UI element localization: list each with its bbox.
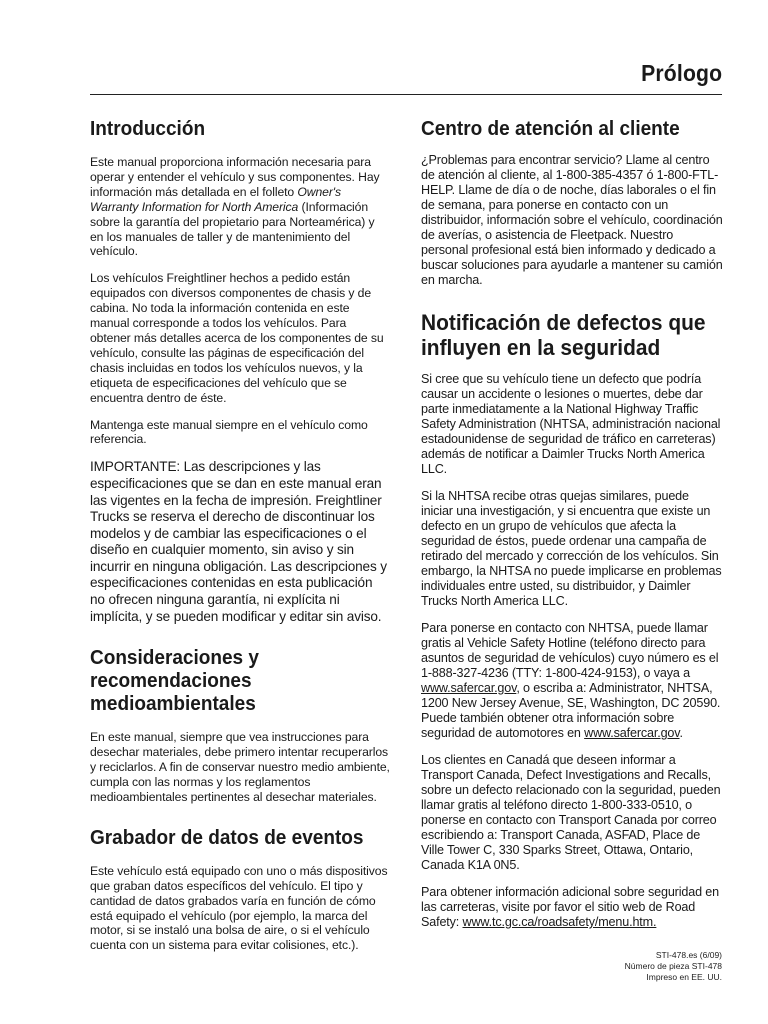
intro-p1-text-b: (Información sobre la garantía del propietario para Norteamérica) y en los manuales de taller y de mantenimiento del vehículo. — [90, 199, 375, 259]
defects-p3-text-a: Para ponerse en contacto con NHTSA, puede llamar gratis al Vehicle Safety Hotline (teléfono directo para asuntos de seguridad de vehículos) cuyo número es el 1-888-327-4236 (TTY: 1-800-424-9153), o vaya a — [421, 621, 719, 680]
footer-info — [625, 950, 722, 983]
safercar-link-1[interactable]: www.safercar.gov — [421, 681, 517, 695]
intro-paragraph-2: Los vehículos Freightliner hechos a pedido están equipados con diversos componentes de chasis y de cabina. No toda la información contenida en este manual corresponde a todos los vehículos. Para obtener más detalles acerca de los componentes de su vehículo, consulte las páginas de especificación del chasis incluidas en todos los vehículos nuevos, y la etiqueta de especificaciones del vehículo que se encuentra dentro de éste. — [90, 271, 384, 405]
defects-paragraph-4: Los clientes en Canadá que deseen informar a Transport Canada, Defect Investigations and Recalls, sobre un defecto relacionado con la seguridad, pueden llamar gratis al teléfono directo 1-800-333-0510, o ponerse en contacto con Transport Canada por correo escribiendo a: Transport Canada, ASFAD, Place de Ville Tower C, 330 Sparks Street, Ottawa, Ontario, Canada K1A 0N5. — [421, 753, 721, 872]
safercar-link-2[interactable]: www.safercar.gov — [584, 726, 680, 740]
intro-paragraph-3: Mantenga este manual siempre en el vehículo como referencia. — [90, 417, 368, 447]
service-paragraph: ¿Problemas para encontrar servicio? Llame al centro de atención al cliente, al 1-800-385-4357 ó 1-800-FTL-HELP. Llame de día o de noche, días laborales o el fin de semana, para ponerse en contacto con un distribuidor, información sobre el vehículo, coordinación de averías, o asistencia de Fleetpack. Nuestro personal profesional está bien informado y dedicado a buscar soluciones para ayudarle a mantener su camión en marcha. — [421, 153, 723, 287]
road-safety-link[interactable]: www.tc.gc.ca/roadsafety/menu.htm. — [462, 915, 657, 929]
footer-part-number: Número de pieza STI-478 — [624, 961, 722, 971]
footer-doc-code: STI-478.es (6/09) — [655, 950, 722, 960]
right-column — [421, 118, 723, 942]
recorder-heading: Grabador de datos de eventos — [90, 826, 364, 849]
important-notice: IMPORTANTE: Las descripciones y las especificaciones que se dan en este manual eran las vigentes en la fecha de impresión. Freightliner Trucks se reserva el derecho de discontinuar los modelos y de cambiar las especificaciones o el diseño en cualquier momento, sin aviso y sin incurrir en ninguna obligación. Las descripciones y especificaciones contenidas en esta publicación no ofrecen ninguna garantía, ni explícita ni implícita, y se pueden modificar y editar sin aviso. — [90, 459, 387, 624]
env-paragraph: En este manual, siempre que vea instrucciones para desechar materiales, debe primero intentar recuperarlos y reciclarlos. A fin de conservar nuestro medio ambiente, cumpla con las normas y los reglamentos medioambientales pertinentes al desechar materiales. — [90, 730, 390, 804]
header-rule — [90, 94, 722, 95]
defects-paragraph-2: Si la NHTSA recibe otras quejas similares, puede iniciar una investigación, y si encuentra que existe un defecto en un grupo de vehículos que afecta la seguridad de éstos, puede ordenar una campaña de retirado del mercado y corrección de los vehículos. Sin embargo, la NHTSA no puede implicarse en problemas individuales entre usted, su distribuidor, y Daimler Trucks North America LLC. — [421, 489, 722, 608]
defects-p3-text-b: , o escriba a: Administrator, NHTSA, 1200 New Jersey Avenue, SE, Washington, DC 20590. Puede también obtener otra información sobre seguridad de automotores en — [421, 681, 721, 740]
intro-paragraph-1 — [90, 155, 390, 259]
defects-paragraph-3 — [421, 621, 723, 741]
defects-p5-text: Para obtener información adicional sobre seguridad en las carreteras, visite por favor el sitio web de Road Safety: — [421, 885, 719, 929]
defects-paragraph-1: Si cree que su vehículo tiene un defecto que podría causar un accidente o lesiones o muertes, debe dar parte inmediatamente a la National Highway Traffic Safety Administration (NHTSA, administración nacional estadounidense de seguridad de tráfico en carreteras) además de notificar a Daimler Trucks North America LLC. — [421, 372, 721, 476]
recorder-paragraph: Este vehículo está equipado con uno o más dispositivos que graban datos específicos del vehículo. El tipo y cantidad de datos grabados varía en función de cómo está equipado el vehículo (por ejemplo, la marca del motor, si se instaló una bolsa de aire, o si el vehículo cuenta con un sistema para evitar colisiones, etc.). — [90, 863, 388, 953]
service-heading: Centro de atención al cliente — [421, 118, 680, 140]
env-heading: Consideraciones y recomendaciones medioambientales — [90, 647, 259, 716]
defects-p3-text-c: . — [679, 726, 683, 740]
intro-p1-text-a: Este manual proporciona información necesaria para operar y entender el vehículo y sus componentes. Hay información más detallada en el folleto — [90, 155, 380, 199]
left-column — [90, 118, 390, 965]
defects-paragraph-5 — [421, 885, 723, 930]
intro-heading: Introducción — [90, 118, 206, 140]
footer-printed: Impreso en EE. UU. — [646, 972, 722, 982]
page-title: Prólogo — [640, 60, 722, 86]
defects-heading: Notificación de defectos que influyen en la seguridad — [421, 310, 706, 360]
intro-p1-italic: Owner's Warranty Information for North America — [90, 184, 341, 214]
